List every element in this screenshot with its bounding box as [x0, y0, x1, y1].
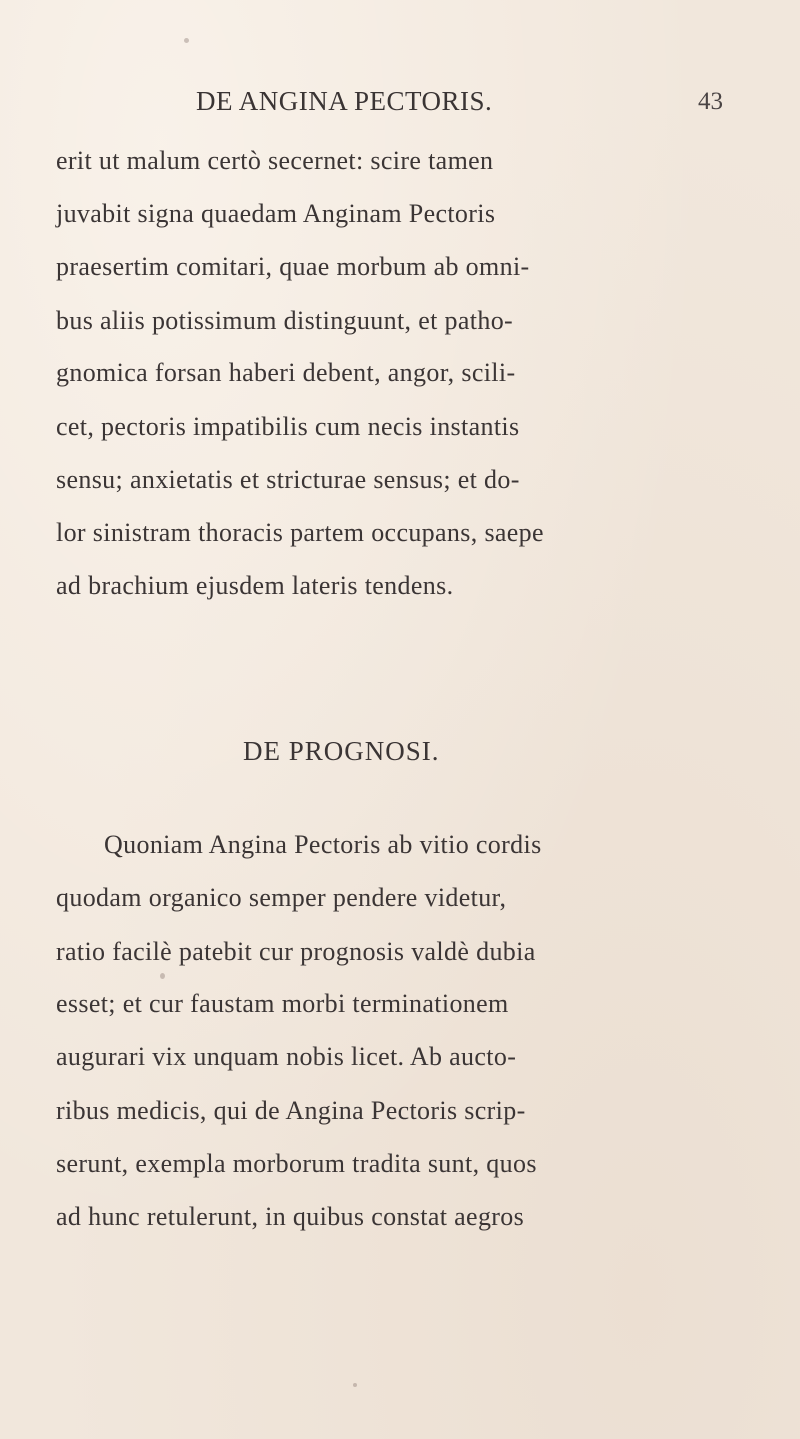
text-line: erit ut malum certò secernet: scire tamen	[56, 146, 494, 175]
running-head	[0, 86, 800, 126]
text-line: ratio facilè patebit cur prognosis valdè dubia	[56, 937, 536, 966]
text-line: sensu; anxietatis et stricturae sensus; et do-	[56, 465, 520, 494]
page-number: 43	[698, 88, 723, 115]
paper-speck	[353, 1383, 357, 1387]
text-line: cet, pectoris impatibilis cum necis instantis	[56, 412, 520, 441]
text-line: esset; et cur faustam morbi terminationem	[56, 989, 509, 1018]
text-line: ad hunc retulerunt, in quibus constat aegros	[56, 1202, 525, 1231]
paper-speck	[160, 973, 165, 979]
text-line: ribus medicis, qui de Angina Pectoris scrip-	[56, 1096, 526, 1125]
text-line: bus aliis potissimum distinguunt, et patho-	[56, 306, 514, 335]
text-line: quodam organico semper pendere videtur,	[56, 883, 507, 912]
text-line: lor sinistram thoracis partem occupans, saepe	[56, 518, 544, 547]
text-line: praesertim comitari, quae morbum ab omni-	[56, 252, 530, 281]
text-line: augurari vix unquam nobis licet. Ab aucto-	[56, 1042, 517, 1071]
text-line: gnomica forsan haberi debent, angor, scili-	[56, 358, 516, 387]
section-heading: DE PROGNOSI.	[243, 736, 440, 766]
running-title: DE ANGINA PECTORIS.	[196, 86, 493, 116]
text-line: Quoniam Angina Pectoris ab vitio cordis	[104, 830, 542, 859]
text-line: juvabit signa quaedam Anginam Pectoris	[56, 199, 496, 228]
paper-speck	[184, 38, 189, 43]
text-line: ad brachium ejusdem lateris tendens.	[56, 571, 454, 600]
text-line: serunt, exempla morborum tradita sunt, quos	[56, 1149, 537, 1178]
